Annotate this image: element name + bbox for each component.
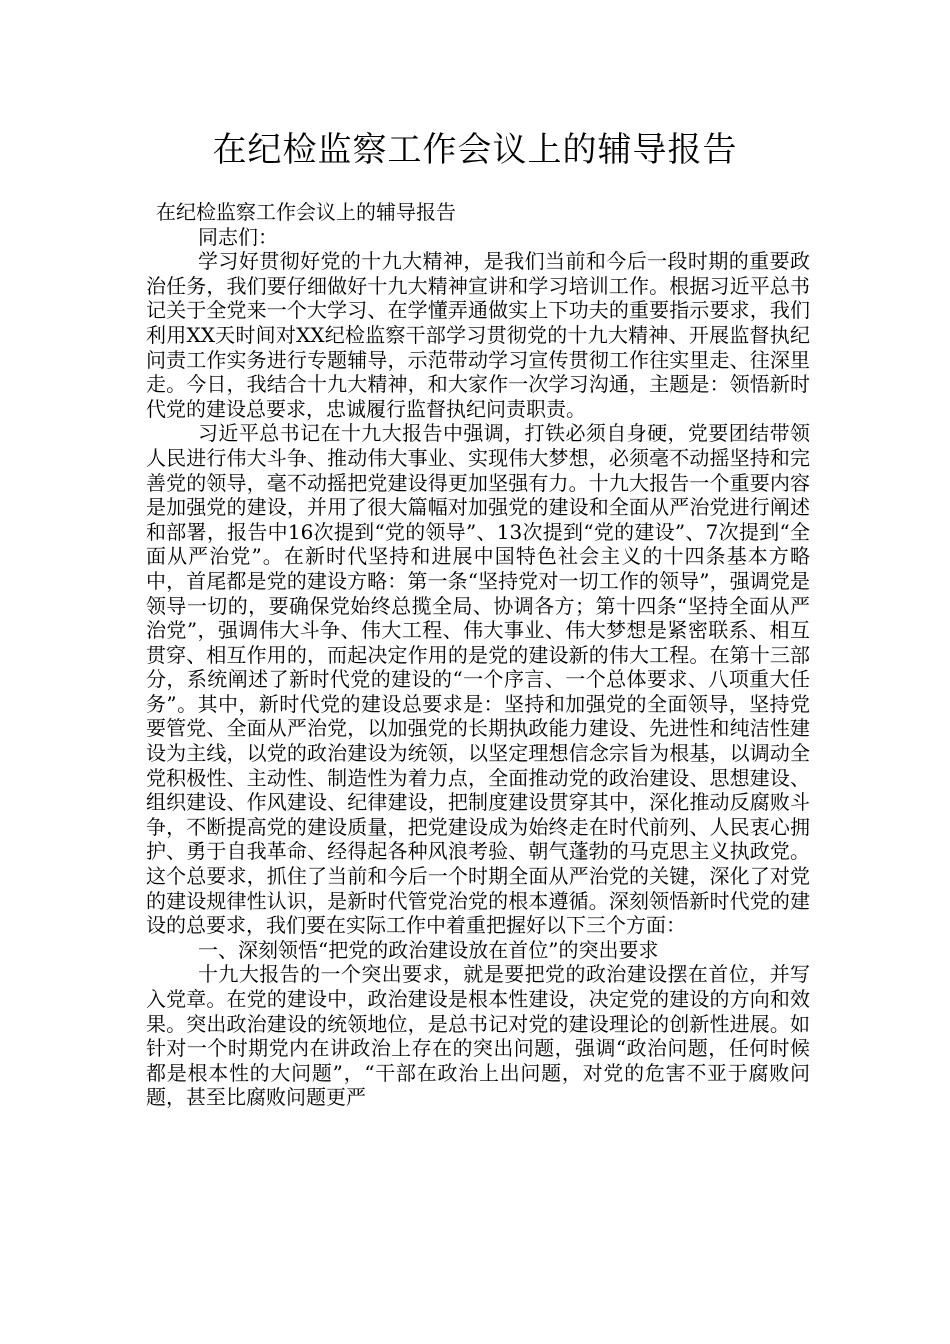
paragraph: 十九大报告的一个突出要求，就是要把党的政治建设摆在首位，并写入党章。在党的建设中，政治建设是根本性建设，决定党的建设的方向和效果。突出政治建设的统领地位，是总书记对党的建设理论的创新性进展。如针对一个时期党内在讲政治上存在的突出问题，强调“政治问题，任何时候都是根本性的大问题”，“干部在政治上出问题，对党的危害不亚于腐败问题，甚至比腐败问题更严 — [146, 962, 810, 1110]
document-body — [146, 200, 810, 1110]
paragraph: 学习好贯彻好党的十九大精神，是我们当前和今后一段时期的重要政治任务，我们要仔细做好十九大精神宣讲和学习培训工作。根据习近平总书记关于全党来一个大学习、在学懂弄通做实上下功夫的重要指示要求，我们利用XX天时间对XX纪检监察干部学习贯彻党的十九大精神、开展监督执纪问责工作实务进行专题辅导，示范带动学习宣传贯彻工作往实里走、往深里走。今日，我结合十九大精神，和大家作一次学习沟通，主题是：领悟新时代党的建设总要求，忠诚履行监督执纪问责职责。 — [146, 249, 810, 421]
document-title: 在纪检监察工作会议上的辅导报告 — [212, 130, 738, 170]
document-subtitle: 在纪检监察工作会议上的辅导报告 — [156, 200, 456, 224]
section-heading: 一、深刻领悟“把党的政治建设放在首位”的突出要求 — [198, 937, 659, 962]
salutation: 同志们： — [198, 224, 278, 249]
paragraph: 习近平总书记在十九大报告中强调，打铁必须自身硬，党要团结带领人民进行伟大斗争、推动伟大事业、实现伟大梦想，必须毫不动摇坚持和完善党的领导，毫不动摇把党建设得更加坚强有力。十九大报告一个重要内容是加强党的建设，并用了很大篇幅对加强党的建设和全面从严治党进行阐述和部署，报告中16次提到“党的领导”、13次提到“党的建设”、7次提到“全面从严治党”。在新时代坚持和进展中国特色社会主义的十四条基本方略中，首尾都是党的建设方略：第一条“坚持党对一切工作的领导”，强调党是领导一切的，要确保党始终总揽全局、协调各方；第十四条“坚持全面从严治党”，强调伟大斗争、伟大工程、伟大事业、伟大梦想是紧密联系、相互贯穿、相互作用的，而起决定作用的是党的建设新的伟大工程。在第十三部分，系统阐述了新时代党的建设的“一个序言、一个总体要求、八项重大任务”。其中，新时代党的建设总要求是：坚持和加强党的全面领导，坚持党要管党、全面从严治党，以加强党的长期执政能力建设、先进性和纯洁性建设为主线，以党的政治建设为统领，以坚定理想信念宗旨为根基，以调动全党积极性、主动性、制造性为着力点，全面推动党的政治建设、思想建设、组织建设、作风建设、纪律建设，把制度建设贯穿其中，深化推动反腐败斗争，不断提高党的建设质量，把党建设成为始终走在时代前列、人民衷心拥护、勇于自我革命、经得起各种风浪考验、朝气蓬勃的马克思主义执政党。这个总要求，抓住了当前和今后一个时期全面从严治党的关键，深化了对党的建设规律性认识，是新时代管党治党的根本遵循。深刻领悟新时代党的建设的总要求，我们要在实际工作中着重把握好以下三个方面： — [146, 421, 810, 938]
